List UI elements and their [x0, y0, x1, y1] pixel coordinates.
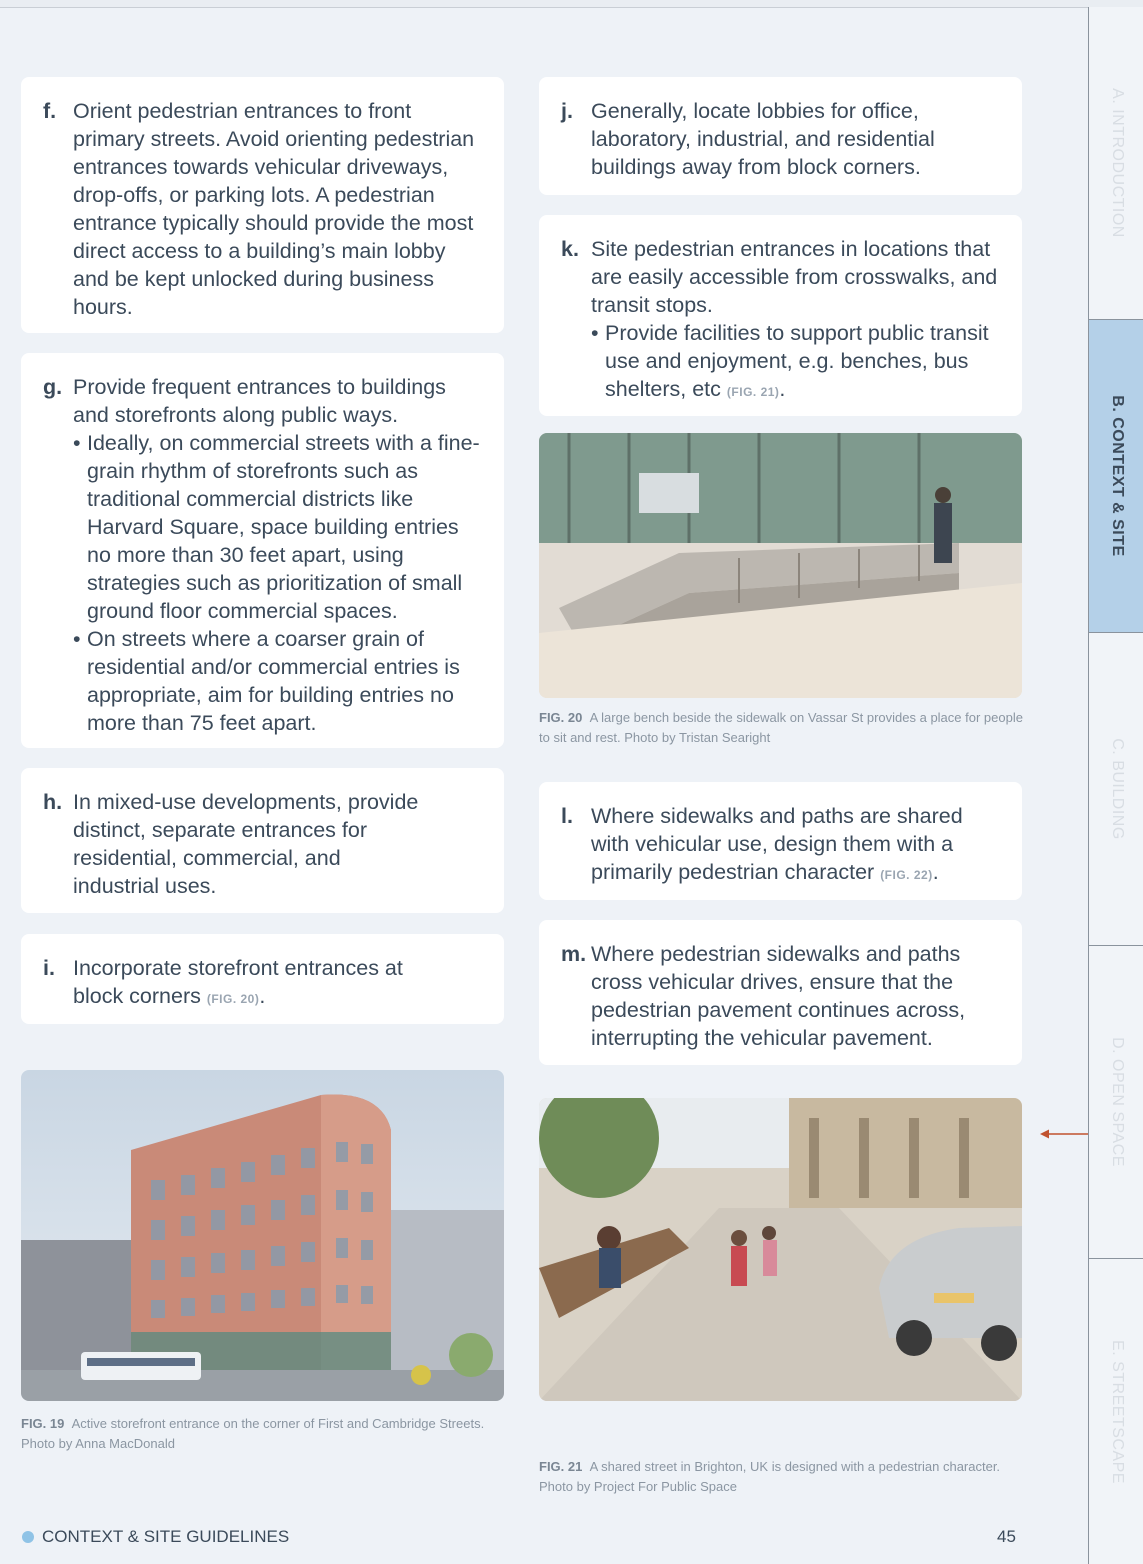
- bullet-text: On streets where a coarser grain of residential and/or commercial entries is appropriate, aim for building entries no more than 75 feet apart.: [87, 627, 460, 735]
- tab-open-space[interactable]: [1089, 946, 1143, 1259]
- guideline-l-card: [539, 782, 1022, 900]
- guideline-text: Where pedestrian sidewalks and paths cross vehicular drives, ensure that the pedestrian pavement continues across, interrupting the vehicular pavement.: [591, 942, 966, 1050]
- guideline-h: [43, 788, 484, 900]
- tab-label: A. INTRODUCTION: [1108, 88, 1126, 238]
- figure-reference: (FIG. 22): [880, 868, 933, 882]
- guideline-text: Provide frequent entrances to buildings and storefronts along public ways.: [73, 375, 446, 427]
- tab-context-site[interactable]: [1089, 320, 1143, 633]
- guideline-letter: k.: [561, 237, 579, 261]
- guideline-letter: j.: [561, 99, 573, 123]
- guideline-g-card: [21, 353, 504, 748]
- figure-reference: (FIG. 21): [726, 385, 780, 399]
- guideline-i-card: [21, 934, 504, 1024]
- fig20-caption: [539, 708, 1029, 748]
- bullet-text: Ideally, on commercial streets with a fine-grain rhythm of storefronts such as traditional commercial districts like Harvard Square, space building entries no more than 30 feet apart, using strategies such as prioritization of small ground floor commercial spaces.: [87, 431, 480, 623]
- bullet-item: • On streets where a coarser grain of residential and/or commercial entries is appropriate, aim for building entries no more than 75 feet apart.: [73, 625, 484, 737]
- guideline-text: Site pedestrian entrances in locations that are easily accessible from crosswalks, and transit stops.: [591, 237, 998, 317]
- fig19-photo: [21, 1070, 504, 1401]
- footer-section: [22, 1527, 289, 1547]
- guideline-l: [561, 802, 1002, 889]
- bench-illustration: [539, 433, 1022, 698]
- fig21-caption: [539, 1457, 1022, 1497]
- section-dot-icon: [22, 1531, 34, 1543]
- tab-building[interactable]: [1089, 633, 1143, 946]
- guideline-f: [43, 97, 484, 321]
- caption-text: Active storefront entrance on the corner of First and Cambridge Streets. Photo by Anna MacDonald: [21, 1416, 485, 1451]
- caption-text: A large bench beside the sidewalk on Vassar St provides a place for people to sit and rest. Photo by Tristan Searight: [539, 710, 1023, 745]
- guideline-text: Orient pedestrian entrances to front primary streets. Avoid orienting pedestrian entrances towards vehicular driveways, drop-offs, or parking lots. A pedestrian entrance typically should provide the most direct access to a building’s main lobby and be kept unlocked during business hours.: [73, 99, 475, 319]
- top-rule: [0, 0, 1143, 8]
- footer-section-text: CONTEXT & SITE GUIDELINES: [42, 1527, 290, 1546]
- bullet-item: • Ideally, on commercial streets with a fine-grain rhythm of storefronts such as traditional commercial districts like Harvard Square, space building entries no more than 30 feet apart, using strategies such as prioritization of small ground floor commercial spaces.: [73, 429, 484, 625]
- punctuation: .: [932, 860, 939, 884]
- guideline-letter: g.: [43, 375, 63, 399]
- guideline-letter: m.: [561, 942, 587, 966]
- guideline-letter: l.: [561, 804, 573, 828]
- guideline-text: In mixed-use developments, provide distinct, separate entrances for residential, commercial, and industrial uses.: [73, 790, 419, 898]
- punctuation: .: [779, 377, 786, 401]
- guideline-i: [43, 954, 484, 1013]
- tab-label: C. BUILDING: [1108, 738, 1126, 840]
- arrow-left-icon: [1040, 1128, 1088, 1140]
- guideline-text: Incorporate storefront entrances at block corners: [73, 956, 403, 1008]
- bullet-item: • Provide facilities to support public transit use and enjoyment, e.g. benches, bus shelters, etc (FIG. 21).: [591, 321, 989, 401]
- street-illustration: [539, 1098, 1022, 1401]
- building-illustration: [21, 1070, 504, 1401]
- guideline-letter: i.: [43, 956, 55, 980]
- guideline-m-card: [539, 920, 1022, 1065]
- guideline-text: Where sidewalks and paths are shared with vehicular use, design them with a primarily pedestrian character: [591, 804, 963, 884]
- figure-label: FIG. 19: [21, 1416, 65, 1431]
- figure-reference: (FIG. 20): [206, 992, 260, 1006]
- fig20-photo: [539, 433, 1022, 698]
- guideline-letter: f.: [43, 99, 57, 123]
- tab-label: E. STREETSCAPE: [1108, 1339, 1126, 1484]
- tab-label: B. CONTEXT & SITE: [1108, 395, 1126, 557]
- fig21-photo: [539, 1098, 1022, 1401]
- guideline-letter: h.: [43, 790, 63, 814]
- guideline-h-card: [21, 768, 504, 913]
- section-tabs: [1088, 7, 1143, 1564]
- tab-streetscape[interactable]: [1089, 1259, 1143, 1564]
- bullet-text: Provide facilities to support public transit use and enjoyment, e.g. benches, bus shelters, etc: [605, 321, 989, 401]
- guideline-k-card: [539, 215, 1022, 416]
- figure-label: FIG. 21: [539, 1459, 583, 1474]
- caption-text: A shared street in Brighton, UK is designed with a pedestrian character. Photo by Project For Public Space: [539, 1459, 1001, 1494]
- guideline-j: [561, 97, 1002, 181]
- guideline-m: [561, 940, 1002, 1052]
- tab-introduction[interactable]: [1089, 7, 1143, 320]
- guideline-k: [561, 235, 1002, 406]
- tab-label: D. OPEN SPACE: [1108, 1037, 1126, 1167]
- page-number: 45: [997, 1527, 1016, 1546]
- guideline-f-card: [21, 77, 504, 333]
- guideline-text: Generally, locate lobbies for office, laboratory, industrial, and residential buildings away from block corners.: [591, 99, 935, 179]
- guideline-j-card: [539, 77, 1022, 195]
- guideline-g: [43, 373, 484, 737]
- fig19-caption: [21, 1414, 504, 1454]
- figure-label: FIG. 20: [539, 710, 583, 725]
- punctuation: .: [259, 984, 266, 1008]
